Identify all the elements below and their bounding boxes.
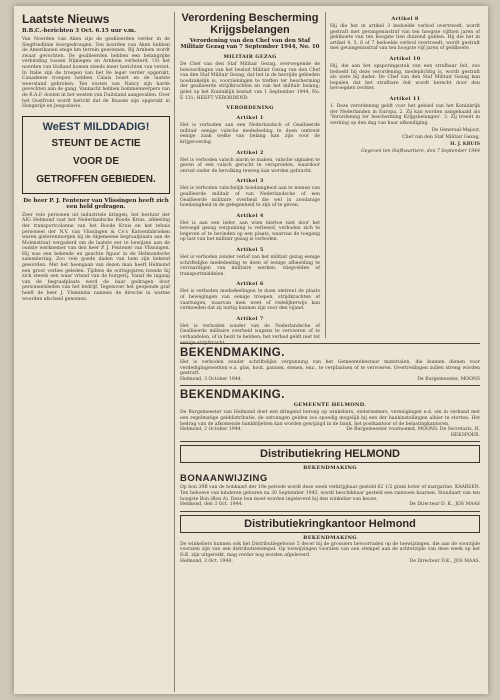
announcement-4-date: Helmond, 3 Oct. 1944. (180, 558, 233, 564)
article-2-title: Artikel 2 (236, 149, 264, 156)
article-2-text: Het is verboden valsch alarm te maken, valsche signalen te geven of een valsch gerucht te verspreiden, waardoor onrust onder de bevolking teweeg kan worden gebracht. (180, 157, 320, 174)
announcement-4-text: De winkeliers kunnen ook het Distributiegebouw 5 decer bij de grossiers bevoorraden op de toewijzingen, die aan de voorzijde voorzien zijn van een distributiestempel. Op toewijzingen voorzien van een stempel aan de achterzijde van deze week op het D.K. zijn uitgereikt, mag verder nog worden afgeleverd. (180, 541, 480, 558)
announcement-2-subtitle: GEMEENTE HELMOND. (293, 402, 367, 409)
column-regulation (180, 12, 320, 346)
announcement-1-title: BEKENDMAKING. (180, 347, 285, 359)
announcement-3-text: Op bon 39B van de bonkaart der 10e periode wordt deze week verkrijgbaar gesteld 62 1/2 gram boter of margarine. KAARSEN. Ten behoeve van kinderen geboren na 30 September 1943, wordt beschikbaar gesteld een rantsoen kaarsen. Standaart van ten hoogste Bon (Bon A). Deze bon moet worden ingeleverd bij den winkelier van keuze. (180, 485, 480, 502)
divider (180, 441, 480, 442)
article-7-text: Het is verboden zonder van de Nederlandsche of Geallieerde militaire overheid wapens te vervoeren of te verhandelen, of in bezit te hebben; het verbod geldt niet tot eenige strijdkracht. (180, 323, 320, 346)
article-4-title: Artikel 4 (236, 212, 264, 219)
signer-role: Chef van den Staf Militair Gezag, (402, 135, 480, 141)
announcement-2-signature: De Burgemeester voornoemd, MOONS. De Secretaris, H. HEKSPOER. (346, 427, 480, 438)
regulation-intro: De Chef van den Staf Militair Gezag, overwegende de bewoordingen van het besluit Militair Gezag van den Chef van den Staf Militair Gezag, dat het in de bevrijde gebieden noodzakelijk is, voorzieningen te treffen ter bescherming der geallieerde strijdkrachten en van het militair belang; gelet op het Koninklijk besluit van 1 September 1944, No. E 131; HEEFT VERORDEND: (180, 62, 320, 101)
article-10-title: Artikel 10 (389, 55, 421, 62)
charity-box-title: WeEST MILDDADIG! (42, 120, 150, 133)
news-body: Van Noorden van Aken zijn de geallieerden verder in de Siegfriedlinie doorgedrongen. Ten noorden van Aken hebben de Amerikanen enige km terrein gewonnen. Bij Arnhem wordt zwaar gevochten. De geallieerden hebben een belangrijke verbinding tussen Nijmegen en Arnhem verbeterd. Uit het noorden van Holland komen steeds meer berichten van verzet. In Italie zijn de troepen van het 8e leger verder opgerukt. Canadeese troepen hebben Calais bezet en de laatste weerstand gebroken. Ten oosten van Nancy zijn harde gevechten aan de gang. Vannacht hebben bommenwerpers van de R.A.F. doelen in het westen van Duitsland aangevallen. Over het Oostfront wordt bericht dat de Russen zijn opgerukt in Hongarije en Joegoslavie. (22, 37, 170, 110)
divider (180, 385, 480, 386)
article-8-title: Artikel 8 (391, 16, 419, 22)
charity-box-line2: VOOR DE (72, 155, 120, 167)
article-1-text: Het is verboden aan een Nederlandsch of Geallieerde militair eenige valsche mededeeling te doen omtrent eenige zaak welke van belang kan zijn voor de krijgsvoering. (180, 123, 320, 145)
article-3-text: Het is verboden valschelijk hoedanigheid aan te nemen van geallieerde militair of van Nederlandsche of een Geallieerde militaire overheid die wel in zoodanige hoedanigheid in de gelegenheid te zijn of te geven. (180, 186, 320, 209)
regulation-subtitle: Verordening van den Chef van den Staf Militair Gezag van 7 September 1944, No. 10 (180, 38, 320, 50)
article-6-text: Het is verboden mededeelingen te doen omtrent de plaats of bewegingen van eenige troepen, strijdkrachten of vaartuigen, waarvan men weet of redelijkerwijs kan vermoeden dat zij nuttig kunnen zijn voor den vijand. (180, 289, 320, 312)
article-1-title: Artikel 1 (236, 115, 264, 122)
regulation-title: Verordening Bescherming Krijgsbelangen (181, 12, 319, 36)
article-body: Zeer vele personen uit industriele kringen, het bestuur der AIG Helmond vast het Nederlandsche Roode Kruis, afdeeling der transportcolonne van het Roode Kruis en het tehuis personeel der N.V. van Vlissingen & Co's Katoenfabrieken waren gisterenmorgen bij de Algemeene begraafplaats aan de Molenstraat vergaderd om de laatste eer te bewijzen aan de oudste werknemer van den heer P. J. Fentener van Vlissingen. Hij was een bekende en geachte figuur in de Helmondsche samenleving. Zoo vele goede daden van hem zijn bekend geworden. Met het heengaan van dezen man heeft Helmond een groot verlies geleden. Tijdens de oorlogsjaren toonde hij zich steeds een waar vriend van de burgerij. Vanaf de ingang van de begraafplaats werd de baar gedragen door personeelsleden van het bedrijf. Tegenover het geopende graf heeft de heer J. Vlemminx namens de directie in warme woorden afscheid genomen. (22, 212, 170, 302)
announcement-2-date: Helmond, 2 October 1944. (180, 427, 242, 433)
announcement-1-signature: De Burgemeester, MOONS (417, 376, 480, 382)
announcement-2-footer (180, 427, 480, 438)
announcement-3-date: Helmond, den 3 Oct. 1944. (180, 502, 243, 508)
announcement-3-signature: De Directeur D. K., JOS MAAS (409, 502, 480, 508)
announcement-4-footer (180, 559, 480, 565)
signer-title: De Generaal-Majoor, (431, 128, 480, 134)
column-regulation-cont (330, 12, 480, 337)
divider (180, 511, 480, 512)
article-heading: De heer P. J. Fentener van Vlissingen heeft zich een held gedragen. (23, 197, 169, 210)
charity-box (22, 116, 170, 194)
announcement-4-signature: De Directeur D.K., JOS MAAS. (409, 558, 480, 564)
column-divider (325, 12, 326, 338)
article-4-text: Het is aan een ieder, aan wien hiertoe niet door het bevoegd gezag vergunning is verleend, verboden zich te begeven of te bevinden op een plaats, waarvan de toegang op last van het militair gezag is verboden. (180, 220, 320, 243)
news-title: Laatste Nieuws (22, 12, 110, 26)
news-subtitle: B.B.C.-berichten 3 Oct. 6.15 uur v.m. (22, 28, 136, 34)
charity-box-line1: STEUNT DE ACTIE (51, 137, 141, 149)
announcement-2-title: BEKENDMAKING. (180, 389, 285, 402)
announcement-1-text: Het is verboden zonder schriftelijke vergunning van het Gemeentebestuur materialen, die kunnen dienen voor verdedigingswerken e.a. glas, hout, pannen, stenen, enz., te verplaatsen of te vervoeren. Overtredingen zullen streng worden gestraft. (180, 360, 480, 377)
article-11-title: Artikel 11 (389, 95, 421, 102)
announcements (180, 340, 480, 690)
charity-box-line3: GETROFFEN GEBIEDEN. (36, 173, 156, 185)
article-6-title: Artikel 6 (236, 281, 264, 288)
announcement-4-title: Distributiekringkantoor Helmond (180, 515, 480, 533)
article-7-title: Artikel 7 (236, 315, 264, 322)
announcement-2-text: De Burgemeester van Helmond doet een dringend beroep op winkeliers, ondernemers, verenigingen e.d. om in verband met een regelmatige gelddistributie, de ontvangen gelden zoo spoedig mogelijk bij een der bankinstellingen alhier te storten. Het bedrag van de afkomende bankbiljetten kan worden gewijzigd in de bank, het postkantoor of de belastingkantoren. (180, 410, 480, 427)
column-divider (174, 12, 175, 692)
article-8-text: Hij die het in artikel 3 bedoelde verbod overtreedt, wordt gestraft met gevangenisstraf van ten hoogste vijftien jaren of geldboete van ten hoogste tien duizend gulden. Hij die het in artikel 4, 5, 6 of 7 bedoelde verbod overtreedt, wordt gestraft met gevangenisstraf van ten hoogste vijf jaren of geldboete. (330, 24, 480, 52)
announcement-3-footer (180, 502, 480, 508)
signer-name: H. J. KRUIS (450, 142, 480, 148)
article-5-text: Het is verboden zonder verlof van het militair gezag eenige schriftelijke mededeeling te doen of eenige afbeelding te vervaardigen van militaire werken, vliegvelden of transportmiddelen. (180, 255, 320, 277)
announcement-1-date: Helmond, 3 October 1944. (180, 376, 242, 382)
section-militair-gezag: MILITAIR GEZAG (223, 54, 277, 60)
article-11-text: 1. Deze verordening geldt voor het gebied van het Koninkrijk der Nederlanden in Europa. 2. Zij kan worden aangehaald als 'Verordening ter bescherming Krijgsbelangen'. 3. Zij treedt in werking op den dag van haar afkondiging. (330, 103, 480, 126)
article-10-text: Hij, die aan het opsporingsstuk van een strafbaar feit, zoo bedoeld bij deze verordening, medeplichtig is, wordt gestraft als ware hij dader. De Chef van den Staf Militair Gezag kan bepalen dat het strafbare feit wordt berecht door den bevoegden rechter. (330, 63, 480, 92)
section-verordening: VERORDENING (226, 105, 274, 112)
signer-date: Gegeven ten Stafkwartiere, den 7 September 1944 (361, 149, 480, 155)
divider (180, 343, 480, 344)
announcement-4-subtitle: BEKENDMAKING (303, 534, 357, 541)
column-news (22, 12, 170, 698)
announcement-3-title: Distributiekring HELMOND (180, 445, 480, 463)
article-5-title: Artikel 5 (236, 247, 264, 254)
announcement-1-footer (180, 377, 480, 383)
announcement-3-subtitle: BEKENDMAKING (303, 465, 357, 472)
newspaper-page (14, 6, 488, 694)
announcement-3-heading: BONAANWIJZING (180, 473, 268, 485)
article-3-title: Artikel 3 (236, 178, 264, 185)
